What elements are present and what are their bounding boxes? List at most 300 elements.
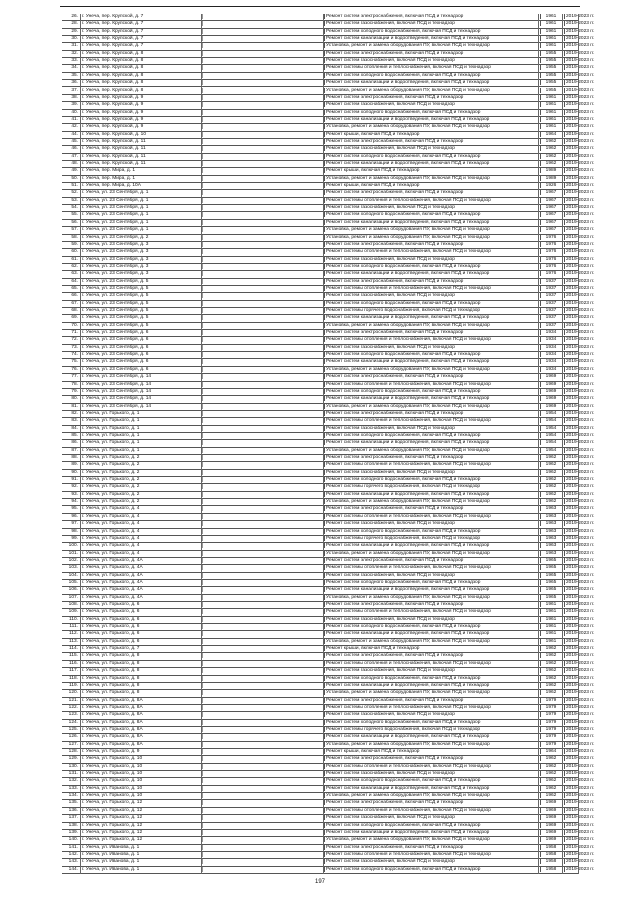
year-built-cell: 1961 <box>540 14 561 19</box>
row-number-cell: 35. <box>71 72 78 78</box>
empty-cell <box>202 168 321 173</box>
row-number-cell: 112. <box>69 631 78 637</box>
table-row <box>62 587 595 594</box>
work-type-cell: Ремонт систем газоснабжения, включая ПСД и технадзор <box>324 573 538 578</box>
table-row <box>62 572 595 580</box>
empty-cell <box>202 668 321 673</box>
work-type-cell: Ремонт систем холодного водоснабжения, включая ПСД и технадзор <box>324 29 538 34</box>
year-built-cell: 1961 <box>540 117 561 122</box>
row-number-cell: 120. <box>68 690 78 696</box>
address-cell: г. Унеча, пер. Мира, д. 1 <box>82 168 136 174</box>
address-cell: г. Унеча, ул. 23 Сентября, д. 6 <box>82 366 149 372</box>
work-period-cell: 2019-2023 гг. <box>566 484 595 490</box>
table-row <box>62 80 595 87</box>
year-built-cell: 1961 <box>540 609 561 614</box>
work-period-cell: 2019-2023 гг. <box>566 227 595 233</box>
empty-cell <box>202 374 321 379</box>
year-built-cell: 1979 <box>540 734 561 739</box>
year-built-cell: 1965 <box>540 595 561 600</box>
empty-cell <box>202 587 321 592</box>
empty-cell <box>202 764 321 769</box>
empty-cell <box>202 455 321 460</box>
table-row <box>62 124 595 131</box>
address-cell: г. Унеча, пер. Крупской, д. 7 <box>82 14 144 19</box>
row-number-cell: 125. <box>68 726 78 732</box>
work-type-cell: Ремонт систем холодного водоснабжения, включая ПСД и технадзор <box>324 624 538 629</box>
work-period-cell: 2019-2023 гг. <box>566 432 595 438</box>
year-built-cell: 1955 <box>540 65 561 70</box>
work-type-cell: Ремонт систем газоснабжения, включая ПСД и технадзор <box>324 859 538 864</box>
address-cell: г. Унеча, ул. 23 Сентября, д. 6 <box>82 330 149 336</box>
work-period-cell: 2019-2023 гг. <box>566 65 595 71</box>
year-built-cell: 1979 <box>540 720 561 725</box>
work-period-cell: 2019-2023 гг. <box>566 712 595 718</box>
year-built-cell: 1962 <box>540 653 561 658</box>
address-cell: г. Унеча, ул. 23 Сентября, д. 14 <box>82 374 152 380</box>
table-row <box>62 741 595 749</box>
work-type-cell: Ремонт систем холодного водоснабжения, включая ПСД и технадзор <box>324 212 538 217</box>
work-type-cell: Ремонт систем газоснабжения, включая ПСД и технадзор <box>324 293 538 298</box>
empty-cell <box>202 183 321 188</box>
row-number-cell: 53. <box>71 197 78 203</box>
work-period-cell: 2019-2023 гг. <box>566 749 595 755</box>
address-cell: г. Унеча, ул. Горького, д. 7 <box>82 646 140 652</box>
table-row <box>62 815 595 822</box>
table-row <box>62 594 595 602</box>
table-row <box>62 462 595 469</box>
work-type-cell: Установка, ремонт и замена оборудования ПУ, включая ПСД и технадзор <box>324 88 538 93</box>
row-number-cell: 117. <box>69 668 78 674</box>
work-type-cell: Ремонт систем газоснабжения, включая ПСД и технадзор <box>324 668 538 673</box>
work-type-cell: Ремонт систем электроснабжения, включая ПСД и технадзор <box>324 698 538 703</box>
year-built-cell: 1964 <box>540 132 561 137</box>
work-period-cell: 2019-2023 гг. <box>566 381 595 387</box>
row-number-cell: 93. <box>71 491 78 497</box>
work-type-cell: Ремонт системы горячего водоснабжения, включая ПСД и технадзор <box>324 308 538 313</box>
address-cell: г. Унеча, ул. Горького, д. 1 <box>82 425 140 431</box>
work-period-cell: 2019-2023 гг. <box>566 682 595 688</box>
row-number-cell: 57. <box>71 227 78 233</box>
empty-cell <box>202 484 321 489</box>
work-period-cell: 2019-2023 гг. <box>566 697 595 703</box>
work-period-cell: 2019-2023 гг. <box>566 624 595 630</box>
table-row <box>62 506 595 513</box>
work-period-cell: 2019-2023 гг. <box>566 778 595 784</box>
work-period-cell: 2019-2023 гг. <box>566 859 595 865</box>
address-cell: г. Унеча, ул. Горького, д. 4А <box>82 557 143 563</box>
row-number-cell: 140. <box>68 837 78 843</box>
work-period-cell: 2019-2023 гг. <box>566 43 595 49</box>
row-number-cell: 136. <box>68 807 78 813</box>
work-type-cell: Ремонт системы горячего водоснабжения, включая ПСД и технадзор <box>324 484 538 489</box>
work-period-cell: 2019-2023 гг. <box>566 94 595 100</box>
empty-cell <box>202 396 321 401</box>
address-cell: г. Унеча, ул. Горького, д. 2 <box>82 484 140 490</box>
work-type-cell: Установка, ремонт и замена оборудования ПУ, включая ПСД и технадзор <box>324 551 538 556</box>
table-row <box>62 50 595 58</box>
empty-cell <box>202 661 321 666</box>
year-built-cell: 1962 <box>540 690 561 695</box>
empty-cell <box>202 315 321 320</box>
address-cell: г. Унеча, пер. Крупской, д. 9 <box>82 124 144 130</box>
table-row <box>62 322 595 330</box>
table-row <box>62 521 595 528</box>
work-type-cell: Установка, ремонт и замена оборудования ПУ, включая ПСД и технадзор <box>324 595 538 600</box>
work-type-cell: Ремонт систем электроснабжения, включая ПСД и технадзор <box>324 602 538 607</box>
year-built-cell: 1962 <box>540 771 561 776</box>
address-cell: г. Унеча, пер. Крупской, д. 7 <box>82 43 144 49</box>
year-built-cell: 1937 <box>540 323 561 328</box>
address-cell: г. Унеча, ул. Горького, д. 8А <box>82 704 143 710</box>
row-number-cell: 75. <box>71 359 78 365</box>
empty-cell <box>202 529 321 534</box>
work-period-cell: 2019-2023 гг. <box>566 550 595 556</box>
year-built-cell: 1962 <box>540 668 561 673</box>
table-row <box>62 844 595 852</box>
table-row <box>62 697 595 705</box>
year-built-cell: 1954 <box>540 440 561 445</box>
year-built-cell: 1961 <box>540 617 561 622</box>
address-cell: г. Унеча, пер. Крупской, д. 11 <box>82 153 146 159</box>
table-row <box>62 271 595 278</box>
row-number-cell: 114. <box>69 646 78 652</box>
work-period-cell: 2019-2023 гг. <box>566 756 595 762</box>
year-built-cell: 1989 <box>540 176 561 181</box>
row-number-cell: 50. <box>71 175 78 181</box>
work-type-cell: Установка, ремонт и замена оборудования ПУ, включая ПСД и технадзор <box>324 448 538 453</box>
table-row <box>62 87 595 95</box>
work-type-cell: Ремонт систем канализации и водоотведения, включая ПСД и технадзор <box>324 543 538 548</box>
row-number-cell: 134. <box>68 793 78 799</box>
table-row <box>62 660 595 668</box>
work-type-cell: Ремонт систем холодного водоснабжения, включая ПСД и технадзор <box>324 477 538 482</box>
row-number-cell: 64. <box>71 278 78 284</box>
address-cell: г. Унеча, ул. 23 Сентября, д. 1 <box>82 212 149 218</box>
empty-cell <box>202 21 321 26</box>
address-cell: г. Унеча, ул. Горького, д. 4А <box>82 565 143 571</box>
year-built-cell: 1963 <box>540 551 561 556</box>
work-period-cell: 2019-2023 гг. <box>566 477 595 483</box>
address-cell: г. Унеча, ул. Горького, д. 1 <box>82 440 140 446</box>
row-number-cell: 135. <box>68 800 78 806</box>
row-number-cell: 59. <box>71 241 78 247</box>
work-type-cell: Ремонт систем холодного водоснабжения, включая ПСД и технадзор <box>324 389 538 394</box>
address-cell: г. Унеча, ул. 23 Сентября, д. 1 <box>82 227 149 233</box>
work-type-cell: Ремонт системы отопления и теплоснабжения, включая ПСД и технадзор <box>324 514 538 519</box>
address-cell: г. Унеча, пер. Крупской, д. 7 <box>82 36 144 42</box>
work-type-cell: Ремонт крыши, включая ПСД и технадзор <box>324 183 538 188</box>
work-type-cell: Ремонт систем канализации и водоотведения, включая ПСД и технадзор <box>324 786 538 791</box>
empty-cell <box>202 411 321 416</box>
work-period-cell: 2019-2023 гг. <box>566 249 595 255</box>
row-number-cell: 133. <box>68 785 78 791</box>
year-built-cell: 1967 <box>540 212 561 217</box>
row-number-cell: 108. <box>68 602 78 608</box>
year-built-cell: 1958 <box>540 867 561 872</box>
empty-cell <box>202 36 321 41</box>
table-row <box>62 734 595 741</box>
empty-cell <box>202 29 321 34</box>
empty-cell <box>202 448 321 453</box>
row-number-cell: 83. <box>71 418 78 424</box>
address-cell: г. Унеча, ул. Горького, д. 8А <box>82 741 143 747</box>
empty-cell <box>202 88 321 93</box>
row-number-cell: 90. <box>71 469 78 475</box>
row-number-cell: 48. <box>71 161 78 166</box>
empty-cell <box>202 58 321 63</box>
work-period-cell: 2019-2023 гг. <box>566 183 595 189</box>
empty-cell <box>202 293 321 298</box>
work-type-cell: Установка, ремонт и замена оборудования ПУ, включая ПСД и технадзор <box>324 742 538 747</box>
address-cell: г. Унеча, пер. Крупской, д. 7 <box>82 28 144 34</box>
year-built-cell: 1963 <box>540 521 561 526</box>
work-type-cell: Ремонт систем электроснабжения, включая ПСД и технадзор <box>324 800 538 805</box>
year-built-cell: 1967 <box>540 227 561 232</box>
work-period-cell: 2019-2023 гг. <box>566 866 595 872</box>
empty-cell <box>202 506 321 511</box>
year-built-cell: 1979 <box>540 727 561 732</box>
row-number-cell: 97. <box>71 521 78 527</box>
work-period-cell: 2019-2023 гг. <box>566 726 595 732</box>
work-type-cell: Ремонт систем газоснабжения, включая ПСД и технадзор <box>324 521 538 526</box>
year-built-cell: 1937 <box>540 293 561 298</box>
work-period-cell: 2019-2023 гг. <box>566 293 595 299</box>
address-cell: г. Унеча, ул. Горького, д. 6 <box>82 638 140 644</box>
work-type-cell: Ремонт систем электроснабжения, включая ПСД и технадзор <box>324 653 538 658</box>
year-built-cell: 1969 <box>540 374 561 379</box>
row-number-cell: 107. <box>68 594 78 600</box>
year-built-cell: 1976 <box>540 271 561 276</box>
address-cell: г. Унеча, ул. Горького, д. 6 <box>82 631 140 637</box>
work-type-cell: Ремонт системы отопления и теплоснабжения, включая ПСД и технадзор <box>324 565 538 570</box>
work-period-cell: 2019-2023 гг. <box>566 285 595 291</box>
year-built-cell: 1961 <box>540 29 561 34</box>
row-number-cell: 74. <box>71 352 78 358</box>
address-cell: г. Унеча, ул. Горького, д. 4А <box>82 587 143 593</box>
table-row <box>62 447 595 455</box>
row-number-cell: 72. <box>71 337 78 343</box>
year-built-cell: 1963 <box>540 514 561 519</box>
row-number-cell: 70. <box>71 322 78 328</box>
year-built-cell: 1979 <box>540 712 561 717</box>
row-number-cell: 89. <box>71 462 78 468</box>
work-type-cell: Ремонт систем холодного водоснабжения, включая ПСД и технадзор <box>324 73 538 78</box>
work-period-cell: 2019-2023 гг. <box>566 190 595 196</box>
address-cell: г. Унеча, ул. Горького, д. 1 <box>82 432 140 438</box>
year-built-cell: 1989 <box>540 168 561 173</box>
year-built-cell: 1962 <box>540 477 561 482</box>
row-number-cell: 42. <box>71 124 78 130</box>
table-row <box>62 602 595 609</box>
work-type-cell: Ремонт систем электроснабжения, включая ПСД и технадзор <box>324 455 538 460</box>
year-built-cell: 1962 <box>540 661 561 666</box>
work-period-cell: 2019-2023 гг. <box>566 462 595 468</box>
work-period-cell: 2019-2023 гг. <box>566 793 595 799</box>
row-number-cell: 88. <box>71 455 78 461</box>
empty-cell <box>202 771 321 776</box>
address-cell: г. Унеча, ул. Горького, д. 4 <box>82 521 140 527</box>
year-built-cell: 1963 <box>540 543 561 548</box>
year-built-cell: 1969 <box>540 823 561 828</box>
year-built-cell: 1979 <box>540 698 561 703</box>
address-cell: г. Унеча, пер. Крупской, д. 9 <box>82 116 144 122</box>
address-cell: г. Унеча, ул. Горького, д. 8А <box>82 719 143 725</box>
work-type-cell: Ремонт систем газоснабжения, включая ПСД и технадзор <box>324 712 538 717</box>
empty-cell <box>202 720 321 725</box>
year-built-cell: 1962 <box>540 146 561 151</box>
address-cell: г. Унеча, ул. 23 Сентября, д. 5 <box>82 300 149 306</box>
work-period-cell: 2019-2023 гг. <box>566 256 595 262</box>
address-cell: г. Унеча, ул. Горького, д. 4А <box>82 594 143 600</box>
row-number-cell: 63. <box>71 271 78 277</box>
work-period-cell: 2019-2023 гг. <box>566 278 595 284</box>
table-row <box>62 851 595 859</box>
year-built-cell: 1961 <box>540 110 561 115</box>
work-period-cell: 2019-2023 гг. <box>566 14 595 19</box>
year-built-cell: 1961 <box>540 602 561 607</box>
table-row <box>62 190 595 197</box>
empty-cell <box>202 690 321 695</box>
work-period-cell: 2019-2023 гг. <box>566 263 595 269</box>
work-type-cell: Ремонт систем канализации и водоотведения, включая ПСД и технадзор <box>324 80 538 85</box>
row-number-cell: 126. <box>68 734 78 740</box>
work-type-cell: Ремонт систем электроснабжения, включая ПСД и технадзор <box>324 374 538 379</box>
empty-cell <box>202 249 321 254</box>
table-row <box>62 102 595 109</box>
row-number-cell: 78. <box>71 381 78 387</box>
work-type-cell: Ремонт системы отопления и теплоснабжения, включая ПСД и технадзор <box>324 337 538 342</box>
address-cell: г. Унеча, ул. 23 Сентября, д. 14 <box>82 388 152 394</box>
row-number-cell: 73. <box>71 344 78 350</box>
work-type-cell: Ремонт систем холодного водоснабжения, включая ПСД и технадзор <box>324 580 538 585</box>
work-type-cell: Ремонт системы отопления и теплоснабжения, включая ПСД и технадзор <box>324 249 538 254</box>
row-number-cell: 110. <box>69 616 78 622</box>
address-cell: г. Унеча, ул. Горького, д. 6 <box>82 624 140 630</box>
work-type-cell: Ремонт системы отопления и теплоснабжения, включая ПСД и технадзор <box>324 462 538 467</box>
year-built-cell: 1976 <box>540 242 561 247</box>
work-type-cell: Ремонт систем холодного водоснабжения, включая ПСД и технадзор <box>324 352 538 357</box>
row-number-cell: 39. <box>71 102 78 108</box>
work-period-cell: 2019-2023 гг. <box>566 146 595 152</box>
work-period-cell: 2019-2023 гг. <box>566 36 595 42</box>
year-built-cell: 1962 <box>540 161 561 166</box>
address-cell: г. Унеча, ул. Иванова, д. 1 <box>82 859 140 865</box>
address-cell: г. Унеча, пер. Крупской, д. 8 <box>82 65 144 71</box>
work-type-cell: Ремонт систем газоснабжения, включая ПСД и технадзор <box>324 58 538 63</box>
work-type-cell: Ремонт системы отопления и теплоснабжения, включая ПСД и технадзор <box>324 661 538 666</box>
address-cell: г. Унеча, ул. Горького, д. 2 <box>82 477 140 483</box>
work-type-cell: Ремонт системы отопления и теплоснабжения, включая ПСД и технадзор <box>324 65 538 70</box>
empty-cell <box>202 279 321 284</box>
address-cell: г. Унеча, ул. 23 Сентября, д. 6 <box>82 352 149 358</box>
row-number-cell: 67. <box>71 300 78 306</box>
table-row <box>62 778 595 785</box>
work-type-cell: Ремонт систем электроснабжения, включая ПСД и технадзор <box>324 51 538 56</box>
empty-cell <box>202 308 321 313</box>
empty-cell <box>202 389 321 394</box>
empty-cell <box>202 43 321 48</box>
year-built-cell: 1954 <box>540 448 561 453</box>
row-number-cell: 109. <box>68 609 78 615</box>
address-cell: г. Унеча, пер. Крупской, д. 8 <box>82 58 144 64</box>
row-number-cell: 95. <box>71 506 78 512</box>
address-cell: г. Унеча, ул. 23 Сентября, д. 14 <box>82 381 152 387</box>
empty-cell <box>202 558 321 563</box>
address-cell: г. Унеча, ул. Иванова, д. 1 <box>82 866 140 872</box>
address-cell: г. Унеча, ул. 23 Сентября, д. 6 <box>82 337 149 343</box>
address-cell: г. Унеча, ул. Горького, д. 4 <box>82 506 140 512</box>
empty-cell <box>202 551 321 556</box>
work-type-cell: Ремонт систем электроснабжения, включая ПСД и технадзор <box>324 190 538 195</box>
row-number-cell: 31. <box>71 43 78 49</box>
row-number-cell: 81. <box>71 403 78 409</box>
empty-cell <box>202 602 321 607</box>
row-number-cell: 123. <box>68 712 78 718</box>
work-type-cell: Ремонт системы отопления и теплоснабжения, включая ПСД и технадзор <box>324 418 538 423</box>
work-type-cell: Установка, ремонт и замена оборудования ПУ, включая ПСД и технадзор <box>324 43 538 48</box>
year-built-cell: 1965 <box>540 587 561 592</box>
empty-cell <box>202 514 321 519</box>
row-number-cell: 115. <box>69 653 78 659</box>
work-period-cell: 2019-2023 гг. <box>566 330 595 336</box>
column-divider <box>538 14 539 874</box>
work-type-cell: Ремонт систем канализации и водоотведения, включая ПСД и технадзор <box>324 440 538 445</box>
address-cell: г. Унеча, пер. Крупской, д. 8 <box>82 80 144 86</box>
column-divider <box>201 14 202 874</box>
work-type-cell: Ремонт систем газоснабжения, включая ПСД и технадзор <box>324 617 538 622</box>
row-number-cell: 105. <box>68 579 78 585</box>
work-type-cell: Ремонт систем электроснабжения, включая ПСД и технадзор <box>324 330 538 335</box>
table-row <box>62 344 595 352</box>
address-cell: г. Унеча, ул. Горького, д. 6 <box>82 602 140 608</box>
table-row <box>62 432 595 440</box>
work-period-cell: 2019-2023 гг. <box>566 197 595 203</box>
work-type-cell: Ремонт систем электроснабжения, включая ПСД и технадзор <box>324 14 538 19</box>
work-type-cell: Ремонт систем холодного водоснабжения, включая ПСД и технадзор <box>324 778 538 783</box>
year-built-cell: 1961 <box>540 639 561 644</box>
work-period-cell: 2019-2023 гг. <box>566 719 595 725</box>
empty-cell <box>202 404 321 409</box>
row-number-cell: 143. <box>68 859 78 865</box>
empty-cell <box>202 646 321 651</box>
address-cell: г. Унеча, ул. Горького, д. 8А <box>82 697 143 703</box>
empty-cell <box>202 51 321 56</box>
year-built-cell: 1962 <box>540 462 561 467</box>
work-type-cell: Ремонт систем газоснабжения, включая ПСД и технадзор <box>324 470 538 475</box>
row-number-cell: 37. <box>71 87 78 93</box>
year-built-cell: 1958 <box>540 859 561 864</box>
empty-cell <box>202 95 321 100</box>
year-built-cell: 1967 <box>540 190 561 195</box>
year-built-cell: 1961 <box>540 624 561 629</box>
work-type-cell: Ремонт крыши, включая ПСД и технадзор <box>324 132 538 137</box>
row-number-cell: 80. <box>71 396 78 402</box>
work-type-cell: Установка, ремонт и замена оборудования ПУ, включая ПСД и технадзор <box>324 124 538 129</box>
empty-cell <box>202 793 321 798</box>
row-number-cell: 132. <box>68 778 78 784</box>
row-number-cell: 100. <box>68 543 78 549</box>
table-row <box>62 859 595 866</box>
year-built-cell: 1962 <box>540 470 561 475</box>
year-built-cell: 1964 <box>540 749 561 754</box>
address-cell: г. Унеча, ул. Горького, д. 1 <box>82 410 140 416</box>
empty-cell <box>202 756 321 761</box>
work-type-cell: Ремонт систем электроснабжения, включая ПСД и технадзор <box>324 506 538 511</box>
work-type-cell: Установка, ремонт и замена оборудования ПУ, включая ПСД и технадзор <box>324 176 538 181</box>
work-type-cell: Ремонт систем холодного водоснабжения, включая ПСД и технадзор <box>324 529 538 534</box>
row-number-cell: 116. <box>69 660 78 666</box>
row-number-cell: 66. <box>71 293 78 299</box>
